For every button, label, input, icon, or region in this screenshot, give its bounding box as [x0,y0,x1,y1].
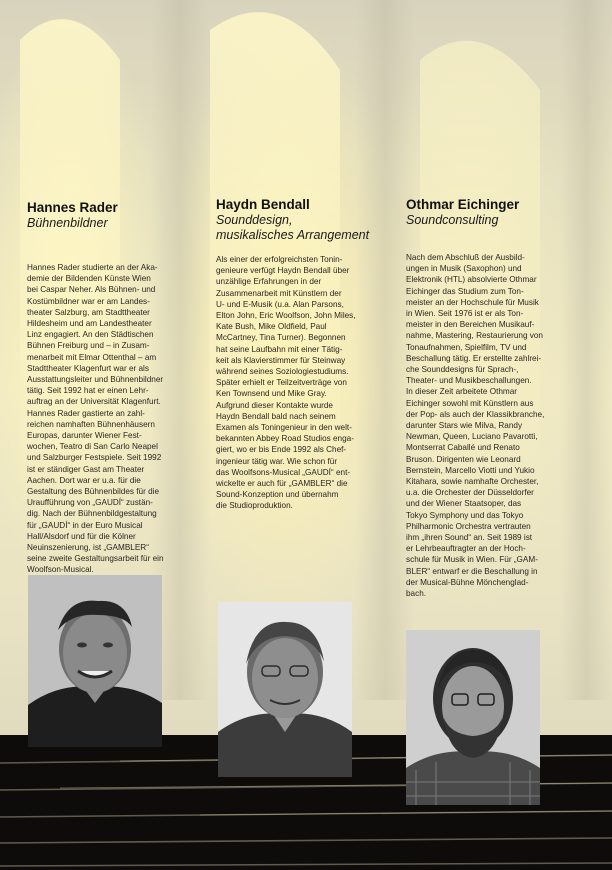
person-column-eichinger [406,197,576,599]
person-column-bendall [216,197,381,512]
person-name: Haydn Bendall [216,197,310,212]
person-bio: Als einer der erfolgreichsten Tonin- genieure verfügt Haydn Bendall über unzählige Erfahrungen in der Zusammenarbeit mit Künstlern der U- und E-Musik (u.a. Alan Parsons, Elton John, Eric Woolfson, John Miles, Kate Bush, Mike Oldfield, Paul McCartney, Tina Turner). Begonnen hat seine Laufbahn mit einer Tätig- keit als Klavierstimmer für Steinway während seines Soziologiestudiums. Später erhielt er Teilzeitverträge von Ken Townsend und Mike Gray. Aufgrund dieser Kontakte wurde Haydn Bendall bald nach seinem Examen als Toningenieur in den welt- bekannten Abbey Road Studios enga- giert, wo er bis Ende 1992 als Chef- ingenieur tätig war. Wie schon für das Woolfsons-Musical „GAUDÍ“ ent- wickelte er auch für „GAMBLER“ die Sound-Konzeption und übernahm die Studioproduktion. [216,255,356,511]
portrait-image [218,602,352,777]
person-role: Soundconsulting [406,213,499,227]
portrait-image [406,630,540,805]
person-bio: Hannes Rader studierte an der Aka- demie der Bildenden Künste Wien bei Caspar Neher. Als Bühnen- und Kostümbildner war er am Landes- theater Salzburg, am Stadttheater Hildesheim und am Landestheater Linz engagiert. An den Städtischen Bühnen Freiburg und – in Zusam- menarbeit mit Elmar Ottenthal – am Stadttheater Klagenfurt war er als Ausstattungsleiter und Bühnenbildner tätig. Seit 1992 hat er einen Lehr- auftrag an der Universität Klagenfurt. Hannes Rader gastierte an zahl- reichen namhaften Bühnenhäusern Europas, darunter Wiener Fest- wochen, Teatro di San Carlo Neapel und Salzburger Festspiele. Seit 1992 ist er ständiger Gast am Theater Aachen. Dort war er u.a. für die Gestaltung des Bühnenbildes für die Uraufführung von „GAUDÍ“ zustän- dig. Nach der Bühnenbildgestaltung für „GAUDÍ“ in der Euro Musical Hall/Alsdorf und für die Kölner Neuinszenierung, ist „GAMBLER“ seine zweite Gestaltungsarbeit für ein Woolfson-Musical. [27,263,164,575]
person-role: Sounddesign, musikalisches Arrangement [216,213,370,242]
person-role: Bühnenbildner [27,216,108,230]
portrait-photo-rader [28,575,162,747]
person-name: Othmar Eichinger [406,197,520,212]
portrait-photo-eichinger [406,630,540,805]
person-column-rader [27,200,177,576]
portrait-photo-bendall [218,602,352,777]
person-name: Hannes Rader [27,200,118,215]
portrait-image [28,575,162,747]
person-bio: Nach dem Abschluß der Ausbild- ungen in Musik (Saxophon) und Elektronik (HTL) absolvierte Othmar Eichinger das Studium zum Ton- meister an der Hochschule für Musik in Wien. Seit 1976 ist er als Ton- meister in den Bereichen Musikauf- nahme, Mastering, Restaurierung von Tonaufnahmen, Spielfilm, TV und Beschallung tätig. Er erstellte zahlrei- che Sounddesigns für Sprach-, Theater- und Musikbeschallungen. In dieser Zeit arbeitete Othmar Eichinger sowohl mit Künstlern aus der Pop- als auch der Klassikbranche, darunter Stars wie Milva, Randy Newman, Queen, Luciano Pavarotti, Montserrat Caballé und Renato Bruson. Dirigenten wie Leonard Bernstein, Marcello Viotti und Yukio Kitahara, sowie namhafte Orchester, u.a. die Orchester der Düsseldorfer und der Wiener Staatsoper, das Tokyo Symphony und das Tokyo Philharmonic Orchestra vertrauten ihm „ihren Sound“ an. Seit 1989 ist er Lehrbeauftragter an der Hoch- schule für Musik in Wien. Für „GAM- BLER“ entwarf er die Beschallung in der Musical-Bühne Mönchenglad- bach. [406,253,545,599]
